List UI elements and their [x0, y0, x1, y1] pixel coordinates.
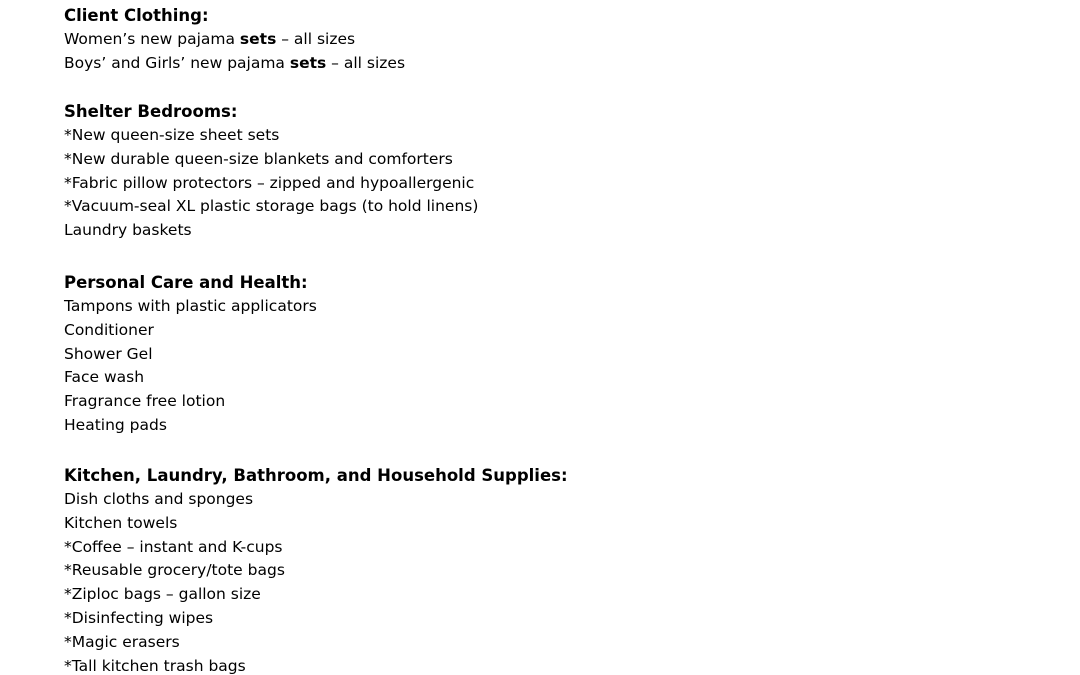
list-item: *Tall kitchen trash bags — [64, 656, 246, 675]
list-item-bold-text: sets — [239, 30, 277, 48]
section-heading: Personal Care and Health: — [64, 273, 308, 292]
section-shelter-bedrooms — [64, 100, 964, 243]
list-item — [64, 28, 964, 52]
list-item: Face wash — [64, 368, 145, 387]
list-item: Shower Gel — [64, 344, 153, 363]
list-item: Fragrance free lotion — [64, 392, 226, 411]
section-personal-care — [64, 271, 964, 438]
list-item-text: Women’s new pajama — [64, 30, 240, 48]
list-item-bold-text: sets — [289, 53, 327, 72]
list-item: *Vacuum-seal XL plastic storage bags (to hold linens) — [64, 197, 479, 216]
list-item: *Disinfecting wipes — [64, 608, 214, 627]
list-item: *New durable queen-size blankets and comforters — [64, 149, 453, 168]
section-client-clothing — [64, 4, 964, 76]
section-heading: Kitchen, Laundry, Bathroom, and Household Supplies: — [64, 466, 568, 485]
list-item: Dish cloths and sponges — [64, 490, 254, 508]
list-item: *New queen-size sheet sets — [64, 126, 280, 144]
list-item — [64, 52, 964, 76]
section-kitchen-supplies — [64, 464, 964, 675]
list-item: Kitchen towels — [64, 513, 178, 532]
list-item: Tampons with plastic applicators — [64, 297, 317, 315]
list-item: Conditioner — [64, 320, 154, 339]
list-item: *Reusable grocery/tote bags — [64, 561, 285, 580]
list-item-text: – all sizes — [276, 30, 356, 48]
list-item-text: – all sizes — [326, 53, 406, 72]
list-item: *Fabric pillow protectors – zipped and hypoallergenic — [64, 173, 475, 192]
list-item: *Ziploc bags – gallon size — [64, 585, 261, 604]
section-heading: Shelter Bedrooms: — [64, 102, 238, 121]
list-item-text: Boys’ and Girls’ new pajama — [64, 53, 290, 72]
section-heading: Client Clothing: — [64, 6, 209, 25]
list-item: *Coffee – instant and K-cups — [64, 537, 283, 556]
list-item: Laundry baskets — [64, 221, 192, 240]
list-item: Heating pads — [64, 415, 167, 434]
list-item: *Magic erasers — [64, 632, 180, 651]
